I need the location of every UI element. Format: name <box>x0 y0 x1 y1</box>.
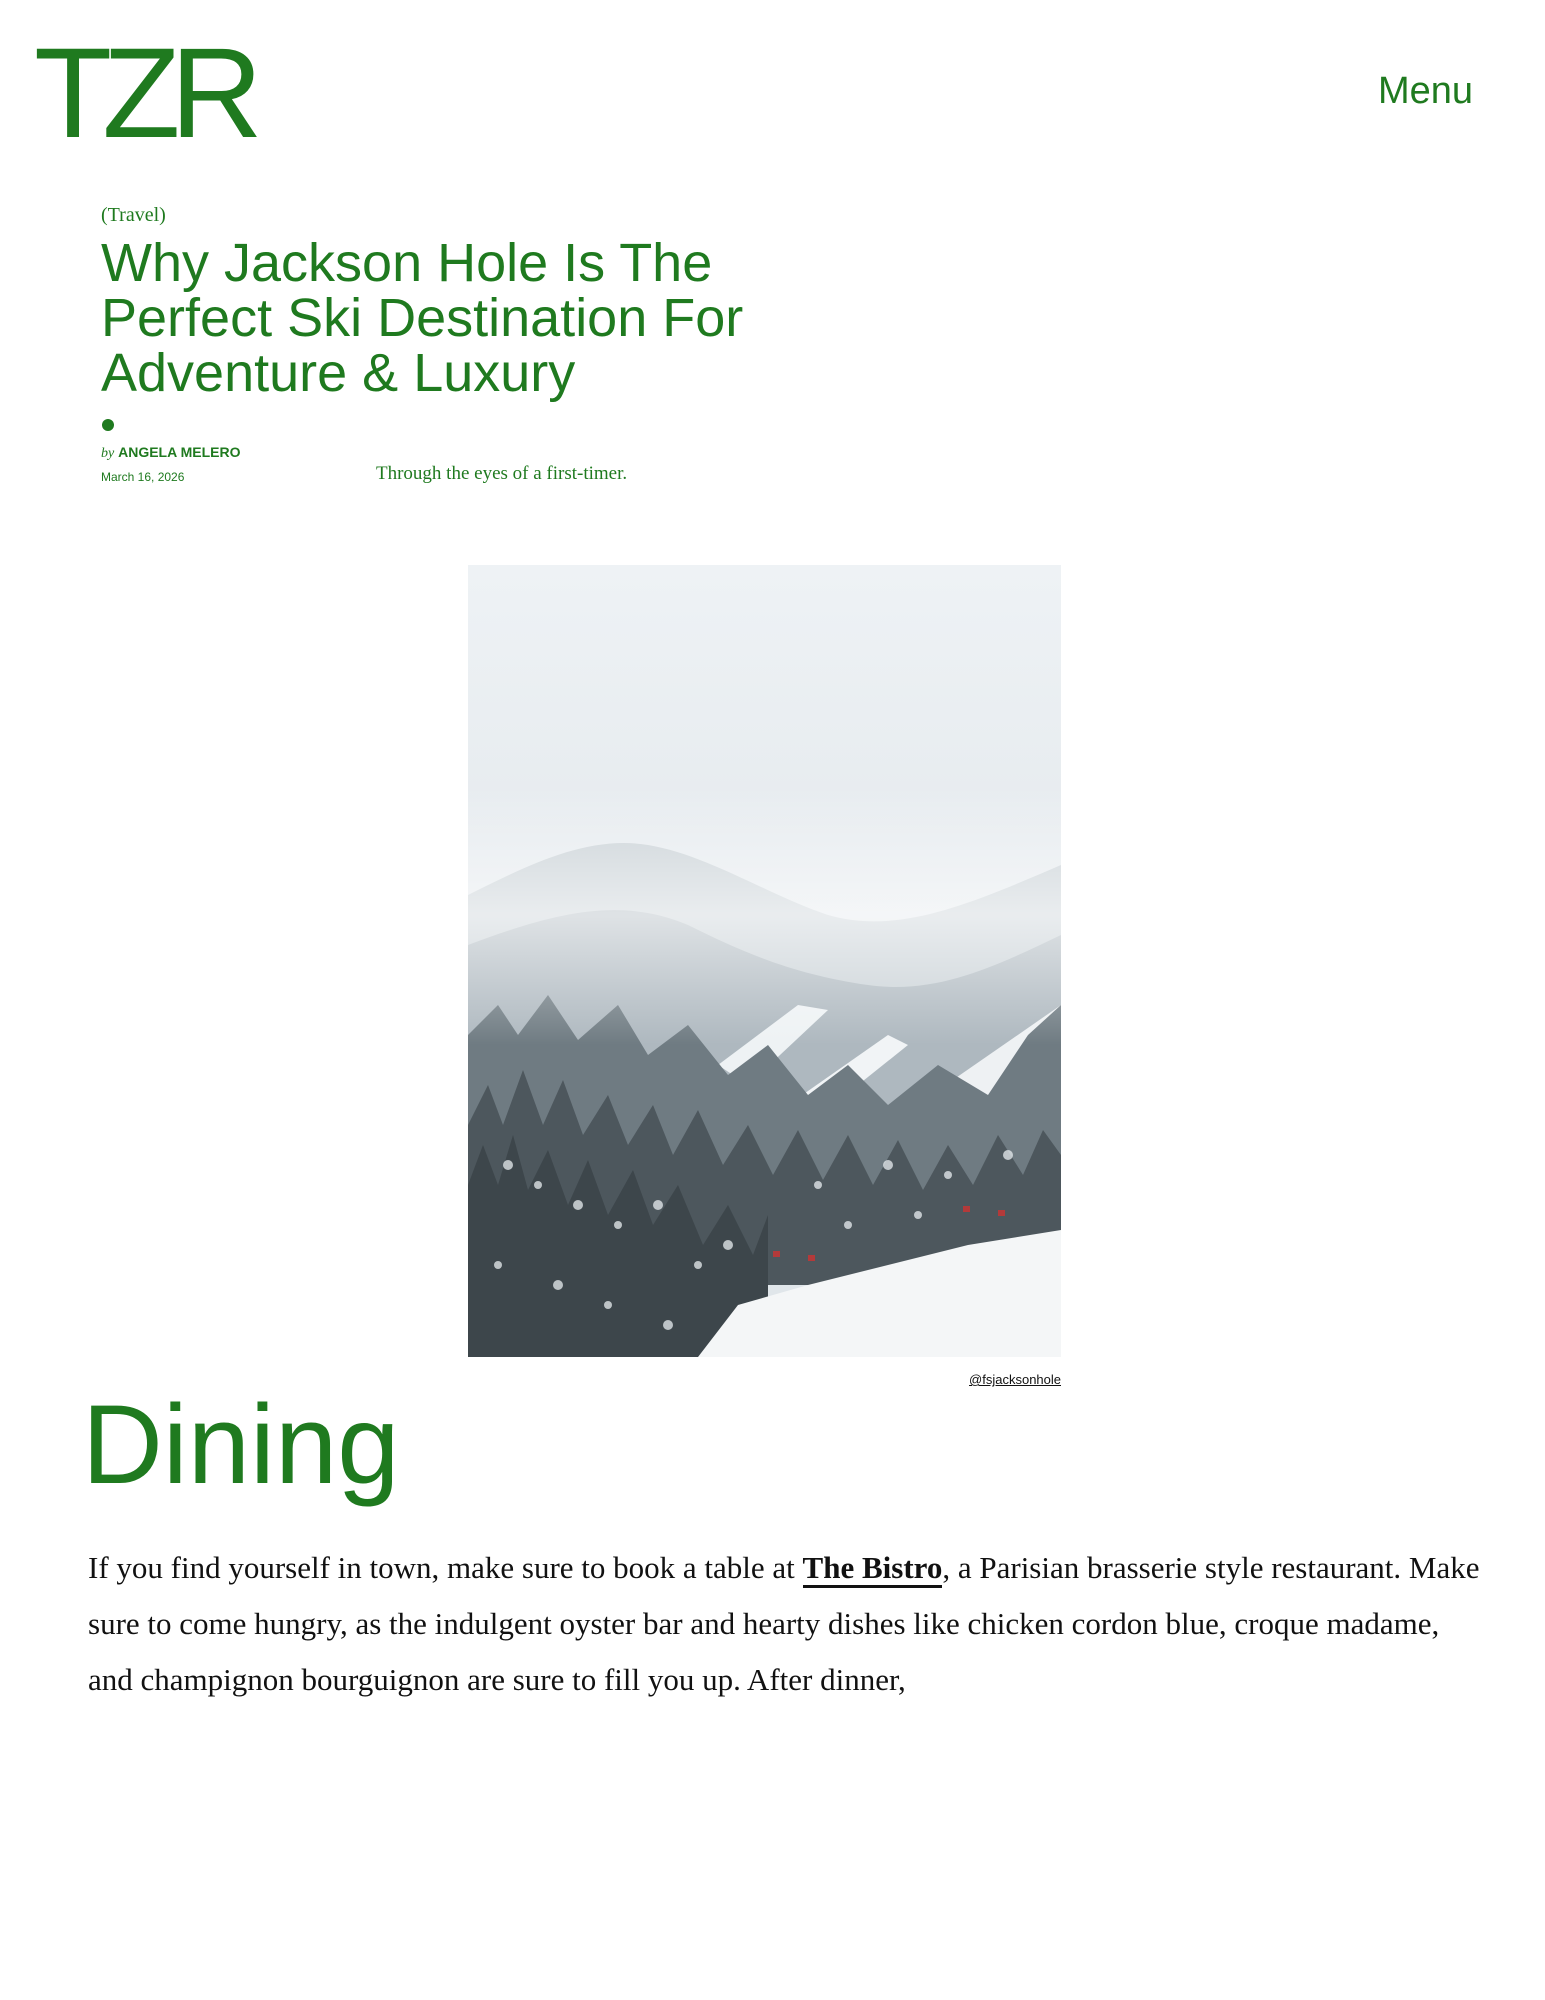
paragraph-text-after-link: , a Parisian brasserie style restaurant. Make sure to come hungry, as the indulgent oyster bar and hearty dishes like chicken cordon blue, croque madame, and champignon bourguignon are sure to fill you up. After dinner, <box>88 1550 1480 1697</box>
photo-credit <box>468 1372 1061 1387</box>
publish-date: March 16, 2026 <box>101 470 185 484</box>
snowy-mountain-forest-photo-icon <box>468 565 1061 1357</box>
article-title: Why Jackson Hole Is The Perfect Ski Destination For Adventure & Luxury <box>101 233 744 403</box>
site-logo[interactable]: TZR <box>34 22 253 165</box>
byline-prefix: by <box>101 446 115 461</box>
dining-paragraph <box>88 1540 1488 1708</box>
bullet-dot-icon <box>102 419 114 431</box>
article-dek: Through the eyes of a first-timer. <box>376 463 628 484</box>
menu-button[interactable]: Menu <box>1377 70 1473 112</box>
article-category[interactable]: (Travel) <box>101 204 166 226</box>
hero-image <box>468 565 1061 1357</box>
section-heading-dining: Dining <box>82 1382 400 1507</box>
photo-credit-link[interactable]: @fsjacksonhole <box>969 1372 1061 1387</box>
author-link[interactable]: ANGELA MELERO <box>118 444 241 460</box>
byline <box>101 444 240 462</box>
paragraph-text-before-link: If you find yourself in town, make sure to book a table at <box>88 1550 803 1585</box>
the-bistro-link[interactable]: The Bistro <box>803 1550 943 1588</box>
